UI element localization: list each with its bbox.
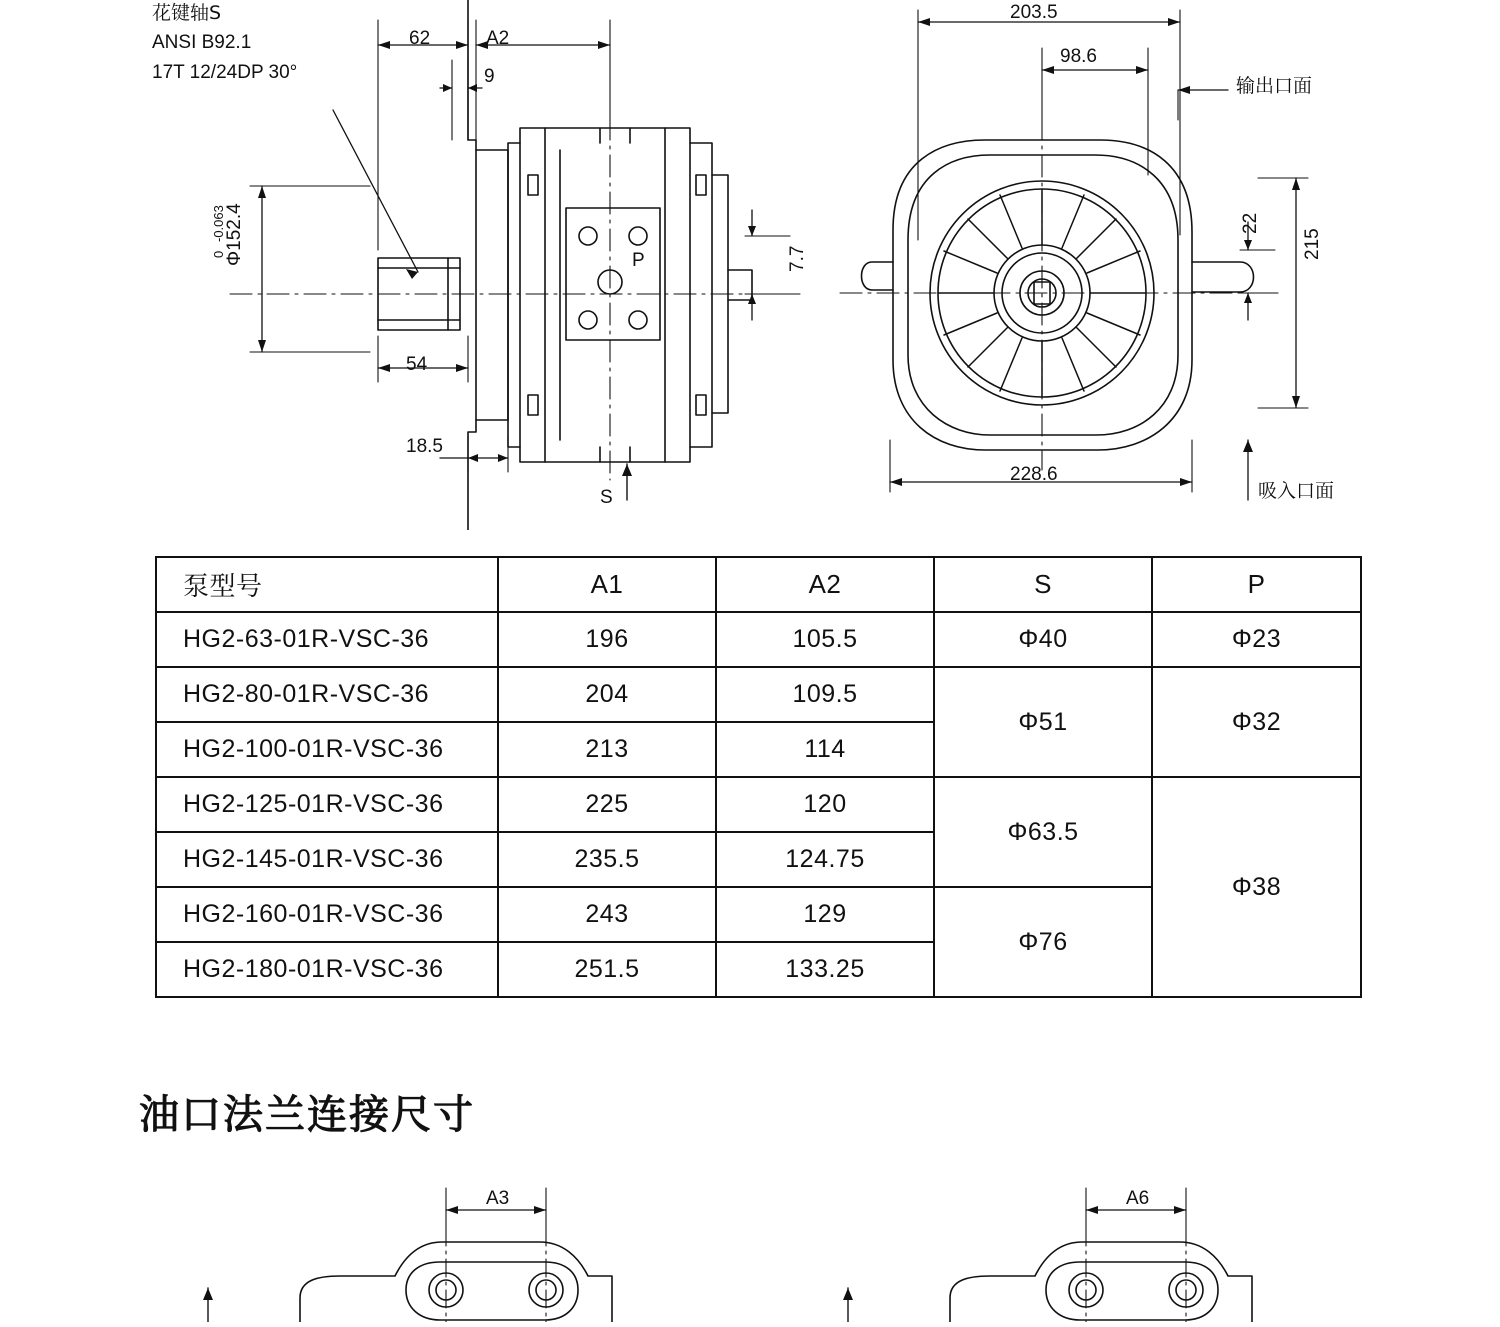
cell-model: HG2-160-01R-VSC-36	[156, 887, 498, 942]
pump-dimension-table	[155, 556, 1362, 998]
cell-a1: 235.5	[498, 832, 716, 887]
note-outlet-face: 输出口面	[1236, 75, 1313, 97]
cell-a2: 109.5	[716, 667, 934, 722]
cell-a1: 243	[498, 887, 716, 942]
cell-a1: 196	[498, 612, 716, 667]
cell-model: HG2-180-01R-VSC-36	[156, 942, 498, 997]
table-row	[156, 612, 1361, 667]
cell-s: Φ76	[934, 887, 1152, 997]
note-ansi-standard: ANSI B92.1	[152, 32, 252, 53]
table-row	[156, 667, 1361, 722]
dim-98-6: 98.6	[1060, 46, 1097, 67]
cell-model: HG2-63-01R-VSC-36	[156, 612, 498, 667]
cell-model: HG2-125-01R-VSC-36	[156, 777, 498, 832]
cell-p: Φ32	[1152, 667, 1361, 777]
col-header-a2: A2	[716, 557, 934, 612]
dim-a3-label: A3	[486, 1188, 510, 1209]
col-header-s: S	[934, 557, 1152, 612]
note-teeth-spec: 17T 12/24DP 30°	[152, 62, 298, 83]
dim-7-7: 7.7	[787, 245, 808, 272]
flange-drawings	[0, 1180, 1500, 1322]
dim-62: 62	[409, 28, 431, 49]
cell-a1: 213	[498, 722, 716, 777]
cell-a1: 204	[498, 667, 716, 722]
col-header-model: 泵型号	[156, 557, 498, 612]
technical-drawing-top	[0, 0, 1500, 530]
table-header-row	[156, 557, 1361, 612]
dim-22: 22	[1240, 212, 1261, 234]
dim-phi152-tolerance-lower: -0.063	[211, 205, 226, 242]
cell-a1: 251.5	[498, 942, 716, 997]
dim-228-6: 228.6	[1010, 464, 1058, 485]
note-spline-shaft: 花键轴S	[152, 2, 222, 24]
dim-phi152: Φ152.4	[224, 203, 245, 266]
cell-s: Φ40	[934, 612, 1152, 667]
cell-a2: 133.25	[716, 942, 934, 997]
port-label-p: P	[632, 250, 645, 271]
dim-phi152-group	[210, 196, 250, 366]
dim-18-5: 18.5	[406, 436, 443, 457]
cell-model: HG2-145-01R-VSC-36	[156, 832, 498, 887]
dim-a2-label: A2	[486, 28, 510, 49]
table-row	[156, 777, 1361, 832]
section-heading: 油口法兰连接尺寸	[139, 1092, 475, 1138]
dim-9: 9	[484, 66, 495, 87]
cell-a2: 114	[716, 722, 934, 777]
cell-s: Φ51	[934, 667, 1152, 777]
cell-a2: 124.75	[716, 832, 934, 887]
dim-phi152-tolerance-upper: 0	[211, 250, 226, 258]
dim-54: 54	[406, 354, 428, 375]
cell-a2: 105.5	[716, 612, 934, 667]
col-header-p: P	[1152, 557, 1361, 612]
flange-outline-drawing	[0, 1180, 1500, 1322]
dim-203-5: 203.5	[1010, 2, 1058, 23]
cell-model: HG2-100-01R-VSC-36	[156, 722, 498, 777]
cell-a2: 129	[716, 887, 934, 942]
dim-215: 215	[1302, 228, 1323, 260]
cell-s: Φ63.5	[934, 777, 1152, 887]
cell-p: Φ23	[1152, 612, 1361, 667]
spec-table-container	[155, 556, 1360, 998]
cell-model: HG2-80-01R-VSC-36	[156, 667, 498, 722]
col-header-a1: A1	[498, 557, 716, 612]
dim-a6-label: A6	[1126, 1188, 1150, 1209]
cell-p: Φ38	[1152, 777, 1361, 997]
note-inlet-face: 吸入口面	[1258, 480, 1335, 502]
section-mark-s: S	[600, 487, 613, 508]
cell-a1: 225	[498, 777, 716, 832]
cell-a2: 120	[716, 777, 934, 832]
